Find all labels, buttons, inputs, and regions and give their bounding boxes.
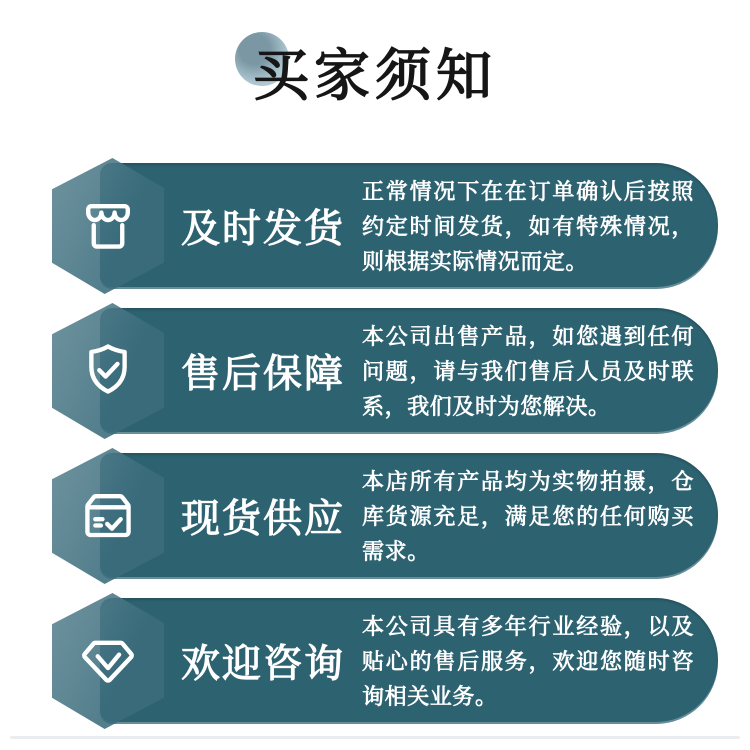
section-description: 本公司具有多年行业经验，以及贴心的售后服务，欢迎您随时咨询相关业务。 — [362, 613, 694, 709]
section-description: 本店所有产品均为实物拍摄，仓库货源充足，满足您的任何购买需求。 — [362, 468, 694, 564]
section-description: 本公司出售产品，如您遇到任何问题，请与我们售后人员及时联系，我们及时为您解决。 — [362, 323, 694, 419]
section-consult — [52, 593, 718, 729]
section-card — [100, 598, 718, 724]
title-wrap — [253, 44, 497, 108]
section-aftersale — [52, 303, 718, 439]
section-card — [100, 453, 718, 579]
section-heading: 欢迎咨询 — [180, 643, 345, 686]
section-heading: 售后保障 — [180, 353, 345, 396]
shield-check-icon — [70, 333, 146, 409]
section-card — [100, 308, 718, 434]
storage-box-icon — [70, 478, 146, 554]
header — [0, 0, 750, 130]
section-heading: 及时发货 — [180, 208, 345, 251]
section-shipping — [52, 158, 718, 294]
section-stock — [52, 448, 718, 584]
diamond-icon — [70, 623, 146, 699]
storefront-icon — [70, 188, 146, 264]
page-title: 买家须知 — [253, 44, 497, 107]
section-card — [100, 163, 718, 289]
section-heading: 现货供应 — [180, 498, 345, 541]
divider — [10, 736, 740, 739]
sections — [0, 158, 750, 729]
section-description: 正常情况下在在订单确认后按照约定时间发货，如有特殊情况，则根据实际情况而定。 — [362, 178, 694, 274]
